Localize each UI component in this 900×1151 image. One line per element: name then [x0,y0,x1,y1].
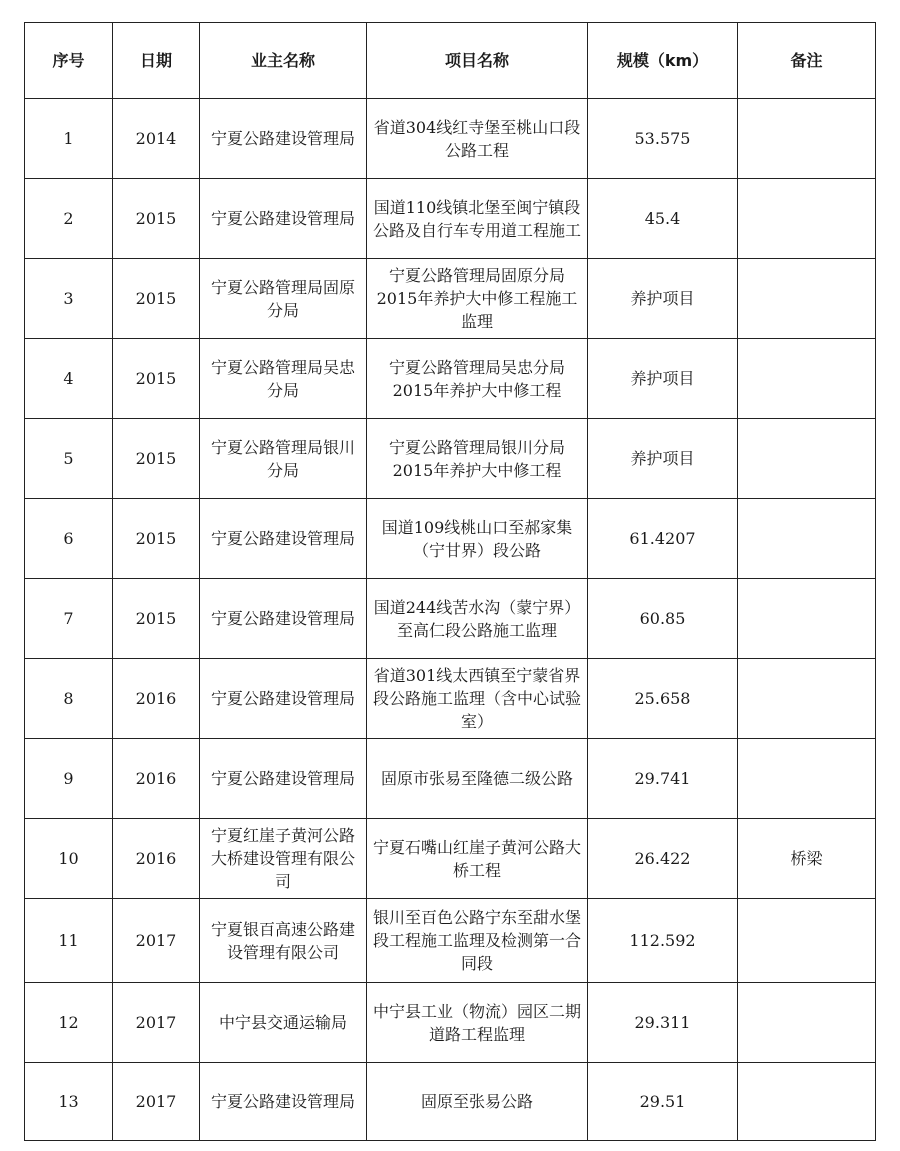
cell-index: 9 [25,739,113,819]
cell-project: 国道109线桃山口至郝家集（宁甘界）段公路 [367,499,588,579]
cell-date: 2014 [113,99,200,179]
cell-project: 省道301线太西镇至宁蒙省界段公路施工监理（含中心试验室） [367,659,588,739]
table-row [25,579,876,659]
cell-project: 宁夏公路管理局银川分局2015年养护大中修工程 [367,419,588,499]
table-header-row [25,23,876,99]
table-row [25,259,876,339]
cell-project: 宁夏公路管理局固原分局2015年养护大中修工程施工监理 [367,259,588,339]
cell-owner: 宁夏公路管理局银川分局 [200,419,367,499]
cell-project: 国道110线镇北堡至闽宁镇段公路及自行车专用道工程施工 [367,179,588,259]
cell-date: 2017 [113,1063,200,1141]
cell-date: 2015 [113,339,200,419]
project-table [24,22,876,1141]
table-row [25,499,876,579]
cell-note [738,419,876,499]
cell-note [738,259,876,339]
cell-owner: 宁夏银百高速公路建设管理有限公司 [200,899,367,983]
table-row [25,1063,876,1141]
cell-owner: 宁夏公路建设管理局 [200,99,367,179]
cell-project: 宁夏公路管理局吴忠分局2015年养护大中修工程 [367,339,588,419]
cell-index: 7 [25,579,113,659]
cell-note: 桥梁 [738,819,876,899]
cell-owner: 宁夏公路建设管理局 [200,739,367,819]
table-row [25,739,876,819]
table-row [25,419,876,499]
cell-note [738,739,876,819]
cell-scale: 25.658 [588,659,738,739]
cell-project: 省道304线红寺堡至桃山口段公路工程 [367,99,588,179]
cell-owner: 宁夏公路建设管理局 [200,659,367,739]
cell-index: 4 [25,339,113,419]
cell-note [738,179,876,259]
cell-index: 6 [25,499,113,579]
cell-scale: 养护项目 [588,259,738,339]
table-row [25,99,876,179]
cell-scale: 29.311 [588,983,738,1063]
table-row [25,659,876,739]
cell-date: 2015 [113,259,200,339]
cell-date: 2015 [113,499,200,579]
cell-note [738,579,876,659]
cell-owner: 宁夏公路管理局固原分局 [200,259,367,339]
cell-owner: 宁夏公路建设管理局 [200,179,367,259]
cell-index: 5 [25,419,113,499]
cell-index: 11 [25,899,113,983]
cell-note [738,659,876,739]
cell-index: 12 [25,983,113,1063]
cell-scale: 61.4207 [588,499,738,579]
cell-index: 3 [25,259,113,339]
header-owner: 业主名称 [200,23,367,99]
header-note: 备注 [738,23,876,99]
cell-scale: 112.592 [588,899,738,983]
table-row [25,819,876,899]
cell-date: 2016 [113,739,200,819]
header-date: 日期 [113,23,200,99]
cell-date: 2017 [113,899,200,983]
cell-scale: 26.422 [588,819,738,899]
cell-note [738,899,876,983]
cell-note [738,1063,876,1141]
table-row [25,899,876,983]
cell-scale: 45.4 [588,179,738,259]
cell-index: 10 [25,819,113,899]
cell-date: 2017 [113,983,200,1063]
cell-scale: 60.85 [588,579,738,659]
cell-index: 13 [25,1063,113,1141]
cell-owner: 宁夏公路建设管理局 [200,1063,367,1141]
cell-project: 国道244线苦水沟（蒙宁界）至高仁段公路施工监理 [367,579,588,659]
cell-note [738,99,876,179]
cell-project: 宁夏石嘴山红崖子黄河公路大桥工程 [367,819,588,899]
header-project: 项目名称 [367,23,588,99]
cell-scale: 29.741 [588,739,738,819]
cell-note [738,499,876,579]
cell-index: 1 [25,99,113,179]
cell-date: 2016 [113,819,200,899]
cell-note [738,983,876,1063]
cell-index: 8 [25,659,113,739]
cell-scale: 53.575 [588,99,738,179]
cell-project: 银川至百色公路宁东至甜水堡段工程施工监理及检测第一合同段 [367,899,588,983]
cell-scale: 养护项目 [588,419,738,499]
cell-index: 2 [25,179,113,259]
cell-project: 中宁县工业（物流）园区二期道路工程监理 [367,983,588,1063]
cell-date: 2015 [113,579,200,659]
cell-scale: 养护项目 [588,339,738,419]
cell-note [738,339,876,419]
header-index: 序号 [25,23,113,99]
header-scale: 规模（km） [588,23,738,99]
cell-owner: 宁夏红崖子黄河公路大桥建设管理有限公司 [200,819,367,899]
cell-owner: 宁夏公路建设管理局 [200,499,367,579]
table-row [25,339,876,419]
cell-date: 2015 [113,419,200,499]
cell-project: 固原市张易至隆德二级公路 [367,739,588,819]
cell-owner: 中宁县交通运输局 [200,983,367,1063]
cell-owner: 宁夏公路建设管理局 [200,579,367,659]
cell-project: 固原至张易公路 [367,1063,588,1141]
cell-owner: 宁夏公路管理局吴忠分局 [200,339,367,419]
cell-date: 2015 [113,179,200,259]
cell-scale: 29.51 [588,1063,738,1141]
cell-date: 2016 [113,659,200,739]
table-row [25,983,876,1063]
table-row [25,179,876,259]
